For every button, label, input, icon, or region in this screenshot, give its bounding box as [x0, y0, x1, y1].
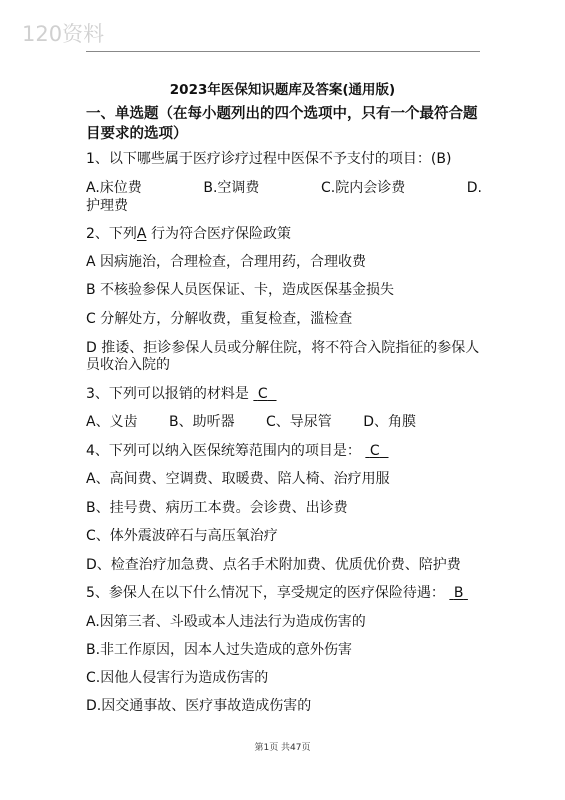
question-4-stem-text: 4、下列可以纳入医保统筹范围内的项目是： — [86, 443, 361, 459]
question-2-option-c: C 分解处方，分解收费，重复检查，滥检查 — [86, 311, 353, 327]
question-5-stem — [86, 585, 482, 602]
document-title: 2023年医保知识题库及答案(通用版) — [169, 82, 396, 98]
question-3-answer: C — [257, 386, 268, 402]
question-5-option-b: B.非工作原因，因本人过失造成的意外伤害 — [86, 642, 353, 658]
question-1-option-c: C.院内会诊费 — [320, 180, 406, 196]
question-3-option-a: A、义齿 — [86, 414, 138, 430]
question-3-stem-text: 3、下列可以报销的材料是 — [86, 386, 249, 402]
question-5-option-a: A.因第三者、斗殴或本人违法行为造成伤害的 — [86, 614, 366, 630]
question-2-stem-pre: 2、下列 — [86, 226, 137, 242]
question-4-option-b: B、挂号费、病历工本费。会诊费、出诊费 — [86, 500, 348, 516]
question-3-option-d: D、角膜 — [363, 414, 416, 430]
question-1-option-a: A.床位费 — [86, 180, 142, 196]
question-3-option-c: C、导尿管 — [266, 414, 332, 430]
question-1-option-b: B.空调费 — [203, 180, 260, 196]
question-4-answer: C — [369, 443, 380, 459]
question-4-option-c: C、体外震波碎石与高压氧治疗 — [86, 528, 278, 544]
question-3-option-b: B、助听器 — [168, 414, 235, 430]
question-3-options — [86, 414, 416, 431]
question-5-stem-text: 5、参保人在以下什么情况下，享受规定的医疗保险待遇： — [86, 585, 445, 601]
question-1-option-d-text: 护理费 — [86, 198, 128, 214]
question-5-option-d: D.因交通事故、医疗事故造成伤害的 — [86, 698, 312, 714]
question-1-options — [86, 180, 482, 197]
question-2-stem — [86, 226, 482, 243]
question-5-answer: B — [453, 585, 464, 601]
question-2-option-a: A 因病施治，合理检查，合理用药，合理收费 — [86, 254, 367, 270]
question-1-stem: 1、以下哪些属于医疗诊疗过程中医保不予支付的项目：(B) — [86, 151, 452, 167]
section-heading: 一、单选题（在每小题列出的四个选项中，只有一个最符合题目要求的选项） — [86, 106, 478, 142]
watermark-logo: 120资料 — [22, 22, 105, 46]
question-2-option-d: D 推诿、拒诊参保人员或分解住院，将不符合入院指征的参保人员收治入院的 — [86, 340, 480, 373]
header-divider — [86, 51, 480, 52]
question-1-option-d-prefix: D. — [466, 180, 482, 196]
question-4-stem — [86, 443, 482, 460]
question-2-option-b: B 不核验参保人员医保证、卡，造成医保基金损失 — [86, 282, 395, 298]
question-3-stem — [86, 386, 482, 403]
page-footer: 第1页 共47页 — [254, 743, 311, 753]
question-5-option-c: C.因他人侵害行为造成伤害的 — [86, 670, 269, 686]
question-4-option-a: A、高间费、空调费、取暖费、陪人椅、治疗用服 — [86, 471, 390, 487]
question-2-answer: A — [136, 226, 147, 242]
question-4-option-d: D、检查治疗加急费、点名手术附加费、优质优价费、陪护费 — [86, 557, 461, 573]
question-2-stem-post: 行为符合医疗保险政策 — [150, 226, 291, 242]
